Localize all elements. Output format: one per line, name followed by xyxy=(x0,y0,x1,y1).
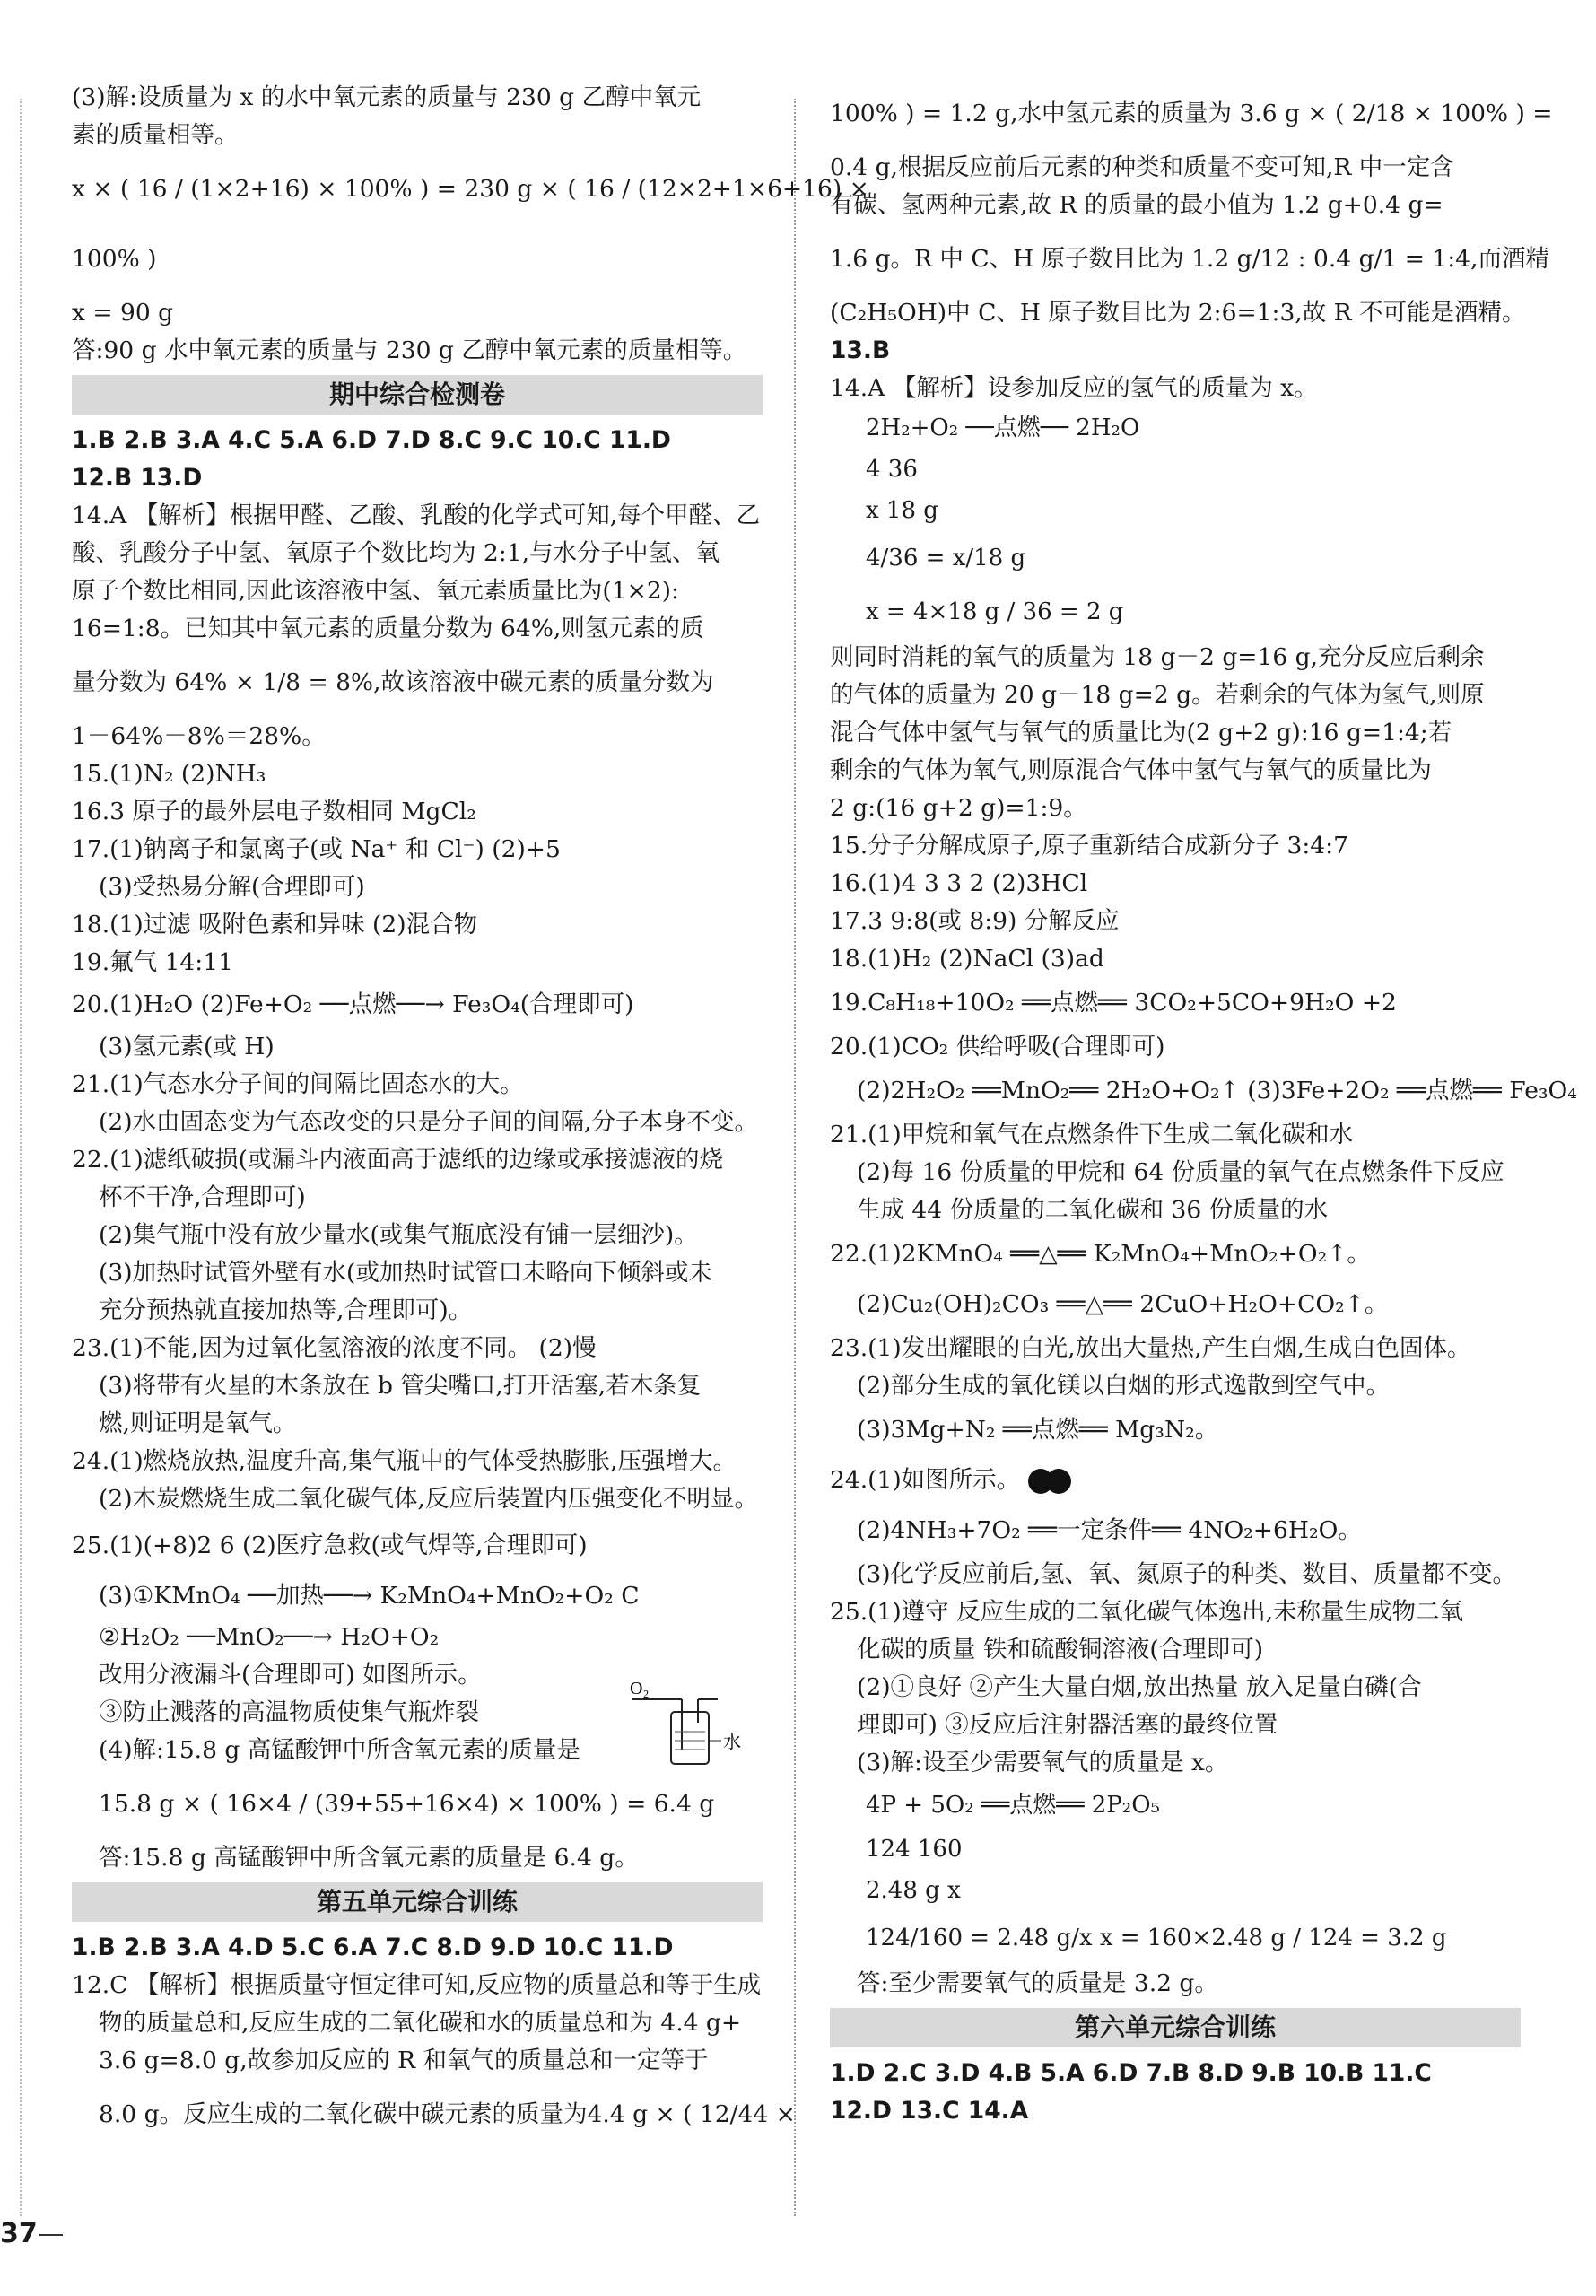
text-line: (3)解:设质量为 x 的水中氧元素的质量与 230 g 乙醇中氧元 xyxy=(72,83,702,111)
right-column xyxy=(830,79,1577,2130)
text-line: 18.(1)H₂ (2)NaCl (3)ad xyxy=(830,945,1104,973)
text-line: (2)水由固态变为气态改变的只是分子间的间隔,分子本身不变。 xyxy=(99,1108,758,1136)
formula-line: 19.C₈H₁₈+10O₂ ══点燃══ 3CO₂+5CO+9H₂O +2 xyxy=(830,989,1397,1017)
answer-row: 12.D 13.C 14.A xyxy=(830,2097,1029,2125)
text-line: 答:15.8 g 高锰酸钾中所含氧元素的质量是 6.4 g。 xyxy=(99,1844,639,1872)
text-line: (3)解:设至少需要氧气的质量是 x。 xyxy=(857,1749,1229,1777)
formula-line: (2)4NH₃+7O₂ ══一定条件══ 4NO₂+6H₂O。 xyxy=(857,1516,1362,1544)
text-line: (C₂H₅OH)中 C、H 原子数目比为 2:6=1:3,故 R 不可能是酒精。 xyxy=(830,299,1526,327)
text-line: 杯不干净,合理即可) xyxy=(99,1183,306,1211)
text-line: 17.(1)钠离子和氯离子(或 Na⁺ 和 Cl⁻) (2)+5 xyxy=(72,835,561,863)
text-line: 25.(1)(+8)2 6 (2)医疗急救(或气焊等,合理即可) xyxy=(72,1532,588,1559)
text-line: 21.(1)气态水分子间的间隔比固态水的大。 xyxy=(72,1070,524,1098)
text-line: 16.(1)4 3 3 2 (2)3HCl xyxy=(830,869,1088,897)
formula-line: 100% ) xyxy=(72,245,157,273)
answer-row: 13.B xyxy=(830,336,891,364)
gas-bottle-figure xyxy=(628,1678,745,1768)
formula-line: 1.6 g。R 中 C、H 原子数目比为 1.2 g/12 : 0.4 g/1 = 1:4,而酒精 xyxy=(830,245,1549,273)
text-line: 20.(1)CO₂ 供给呼吸(合理即可) xyxy=(830,1033,1165,1061)
text-line: 充分预热就直接加热等,合理即可)。 xyxy=(99,1296,473,1324)
equation-line: x = 4×18 g / 36 = 2 g xyxy=(866,598,1124,625)
section-title-unit6: 第六单元综合训练 xyxy=(830,2008,1521,2047)
text-line: (4)解:15.8 g 高锰酸钾中所含氧元素的质量是 xyxy=(99,1736,580,1764)
text-line: (2)①良好 ②产生大量白烟,放出热量 放入足量白磷(合 xyxy=(857,1673,1422,1701)
text-line: 物的质量总和,反应生成的二氧化碳和水的质量总和为 4.4 g+ xyxy=(99,2009,742,2037)
formula-line: 20.(1)H₂O (2)Fe+O₂ ──点燃──→ Fe₃O₄(合理即可) xyxy=(72,991,634,1018)
equation-line: 4 36 xyxy=(866,456,918,483)
text-line: (3)化学反应前后,氢、氧、氮原子的种类、数目、质量都不变。 xyxy=(857,1560,1516,1588)
formula-line: (3)①KMnO₄ ──加热──→ K₂MnO₄+MnO₂+O₂ C xyxy=(99,1582,640,1610)
text-line: ③防止溅落的高温物质使集气瓶炸裂 xyxy=(99,1698,479,1726)
text-line: x = 90 g xyxy=(72,299,174,327)
text-line: (3)加热时试管外壁有水(或加热时试管口未略向下倾斜或未 xyxy=(99,1259,712,1287)
text-line: 23.(1)发出耀眼的白光,放出大量热,产生白烟,生成白色固体。 xyxy=(830,1334,1471,1362)
formula-line: (2)Cu₂(OH)₂CO₃ ══△══ 2CuO+H₂O+CO₂↑。 xyxy=(857,1290,1389,1318)
atom-dot-icon xyxy=(1046,1469,1071,1494)
text-line: 1－64%－8%＝28%。 xyxy=(72,722,326,750)
column-divider xyxy=(794,99,797,2216)
margin-guide xyxy=(20,99,22,2216)
text-line: 0.4 g,根据反应前后元素的种类和质量不变可知,R 中一定含 xyxy=(830,153,1454,181)
text-line: 24.(1)燃烧放热,温度升高,集气瓶中的气体受热膨胀,压强增大。 xyxy=(72,1447,737,1475)
text-line: 25.(1)遵守 反应生成的二氧化碳气体逸出,未称量生成物二氧 xyxy=(830,1598,1464,1626)
equation-line: 4P + 5O₂ ══点燃══ 2P₂O₅ xyxy=(866,1792,1160,1819)
section-title-unit5: 第五单元综合训练 xyxy=(72,1882,763,1922)
text-line: 有碳、氢两种元素,故 R 的质量的最小值为 1.2 g+0.4 g= xyxy=(830,191,1443,219)
text-line: 改用分液漏斗(合理即可) 如图所示。 xyxy=(99,1661,482,1689)
formula-line: (3)3Mg+N₂ ══点燃══ Mg₃N₂。 xyxy=(857,1416,1219,1444)
formula-line: 8.0 g。反应生成的二氧化碳中碳元素的质量为4.4 g × ( 12/44 × xyxy=(99,2100,796,2128)
text-line: 19.氟气 14:11 xyxy=(72,948,233,976)
equation-line: 124/160 = 2.48 g/x x = 160×2.48 g / 124 = 3.2 g xyxy=(866,1925,1447,1951)
equation-line: x 18 g xyxy=(866,497,938,524)
text-line: 剩余的气体为氧气,则原混合气体中氢气与氧气的质量比为 xyxy=(830,756,1432,784)
page-number-dash xyxy=(39,2234,63,2236)
text-line: 3.6 g=8.0 g,故参加反应的 R 和氧气的质量总和一定等于 xyxy=(99,2047,709,2074)
text-line xyxy=(830,1455,1521,1506)
formula-line: 22.(1)2KMnO₄ ══△══ K₂MnO₄+MnO₂+O₂↑。 xyxy=(830,1240,1371,1268)
text-line: 答:至少需要氧气的质量是 3.2 g。 xyxy=(857,1969,1218,1997)
equation-line: 4/36 = x/18 g xyxy=(866,545,1026,572)
text-line: (3)氢元素(或 H) xyxy=(99,1033,275,1061)
formula-line: (2)2H₂O₂ ══MnO₂══ 2H₂O+O₂↑ (3)3Fe+2O₂ ══点燃══ Fe₃O₄ xyxy=(857,1077,1577,1104)
text-line: 16.3 原子的最外层电子数相同 MgCl₂ xyxy=(72,798,476,825)
text-line: (2)部分生成的氧化镁以白烟的形式逸散到空气中。 xyxy=(857,1372,1391,1400)
formula-line: ②H₂O₂ ──MnO₂──→ H₂O+O₂ xyxy=(99,1623,440,1651)
formula-line: 量分数为 64% × 1/8 = 8%,故该溶液中碳元素的质量分数为 xyxy=(72,668,714,696)
text-line: 15.分子分解成原子,原子重新结合成新分子 3:4:7 xyxy=(830,832,1348,860)
text-line: 化碳的质量 铁和硫酸铜溶液(合理即可) xyxy=(857,1636,1264,1663)
figure-label-water: 水 xyxy=(723,1733,741,1752)
text-line: (2)集气瓶中没有放少量水(或集气瓶底没有铺一层细沙)。 xyxy=(99,1221,698,1249)
text-line: (3)将带有火星的木条放在 b 管尖嘴口,打开活塞,若木条复 xyxy=(99,1372,702,1400)
text-line: 燃,则证明是氧气。 xyxy=(99,1410,297,1437)
text-line: 12.C 【解析】根据质量守恒定律可知,反应物的质量总和等于生成 xyxy=(72,1971,762,1999)
text-line: 17.3 9:8(或 8:9) 分解反应 xyxy=(830,907,1120,935)
formula-line: x × ( 16 / (1×2+16) × 100% ) = 230 g × ( 16 / (12×2+1×6+16) × xyxy=(72,175,869,203)
equation-line: 2H₂+O₂ ──点燃── 2H₂O xyxy=(866,415,1140,441)
text-line: 答:90 g 水中氧元素的质量与 230 g 乙醇中氧元素的质量相等。 xyxy=(72,336,747,364)
text-line: 生成 44 份质量的二氧化碳和 36 份质量的水 xyxy=(857,1196,1329,1224)
text-line: 18.(1)过滤 吸附色素和异味 (2)混合物 xyxy=(72,911,478,938)
text-line: 15.(1)N₂ (2)NH₃ xyxy=(72,760,266,788)
text-line: (2)每 16 份质量的甲烷和 64 份质量的氧气在点燃条件下反应 xyxy=(857,1158,1504,1186)
formula-line: 15.8 g × ( 16×4 / (39+55+16×4) × 100% ) = 6.4 g xyxy=(99,1790,715,1818)
text-line: 16=1:8。已知其中氧元素的质量分数为 64%,则氢元素的质 xyxy=(72,615,704,642)
text-line: 22.(1)滤纸破损(或漏斗内液面高于滤纸的边缘或承接滤液的烧 xyxy=(72,1146,724,1174)
text-line: 23.(1)不能,因为过氧化氢溶液的浓度不同。 (2)慢 xyxy=(72,1334,597,1362)
text-line: 14.A 【解析】设参加反应的氢气的质量为 x。 xyxy=(830,374,1318,402)
text-line: 14.A 【解析】根据甲醛、乙酸、乳酸的化学式可知,每个甲醛、乙 xyxy=(72,502,761,529)
text-line: 2 g:(16 g+2 g)=1:9。 xyxy=(830,794,1087,822)
equation-line: 2.48 g x xyxy=(866,1877,961,1904)
answer-row: 1.B 2.B 3.A 4.D 5.C 6.A 7.C 8.D 9.D 10.C 11.D xyxy=(72,1934,674,1961)
section-title-midterm: 期中综合检测卷 xyxy=(72,375,763,415)
formula-line: 100% ) = 1.2 g,水中氢元素的质量为 3.6 g × ( 2/18 × 100% ) = xyxy=(830,100,1553,127)
text-span: 24.(1)如图所示。 xyxy=(830,1466,1021,1494)
answer-row: 1.B 2.B 3.A 4.C 5.A 6.D 7.D 8.C 9.C 10.C 11.D xyxy=(72,426,671,454)
text-line: 混合气体中氢气与氧气的质量比为(2 g+2 g):16 g=1:4;若 xyxy=(830,719,1452,746)
text-line: 酸、乳酸分子中氢、氧原子个数比均为 2:1,与水分子中氢、氧 xyxy=(72,539,720,567)
text-line: 则同时消耗的氧气的质量为 18 g－2 g=16 g,充分反应后剩余 xyxy=(830,643,1485,671)
text-line: 21.(1)甲烷和氧气在点燃条件下生成二氧化碳和水 xyxy=(830,1121,1354,1148)
equation-line: 124 160 xyxy=(866,1836,963,1863)
text-line: 理即可) ③反应后注射器活塞的最终位置 xyxy=(857,1711,1278,1739)
text-line: (3)受热易分解(合理即可) xyxy=(99,873,365,901)
text-line: (2)木炭燃烧生成二氧化碳气体,反应后装置内压强变化不明显。 xyxy=(99,1485,758,1513)
page-number: 37 xyxy=(0,2218,38,2249)
answer-row: 1.D 2.C 3.D 4.B 5.A 6.D 7.B 8.D 9.B 10.B 11.C xyxy=(830,2059,1432,2087)
figure-label-o2: O₂ xyxy=(630,1679,650,1698)
text-line: 的气体的质量为 20 g－18 g=2 g。若剩余的气体为氢气,则原 xyxy=(830,681,1485,709)
text-line: 原子个数比相同,因此该溶液中氢、氧元素质量比为(1×2): xyxy=(72,577,679,605)
text-line: 素的质量相等。 xyxy=(72,121,239,149)
answer-row: 12.B 13.D xyxy=(72,464,203,492)
